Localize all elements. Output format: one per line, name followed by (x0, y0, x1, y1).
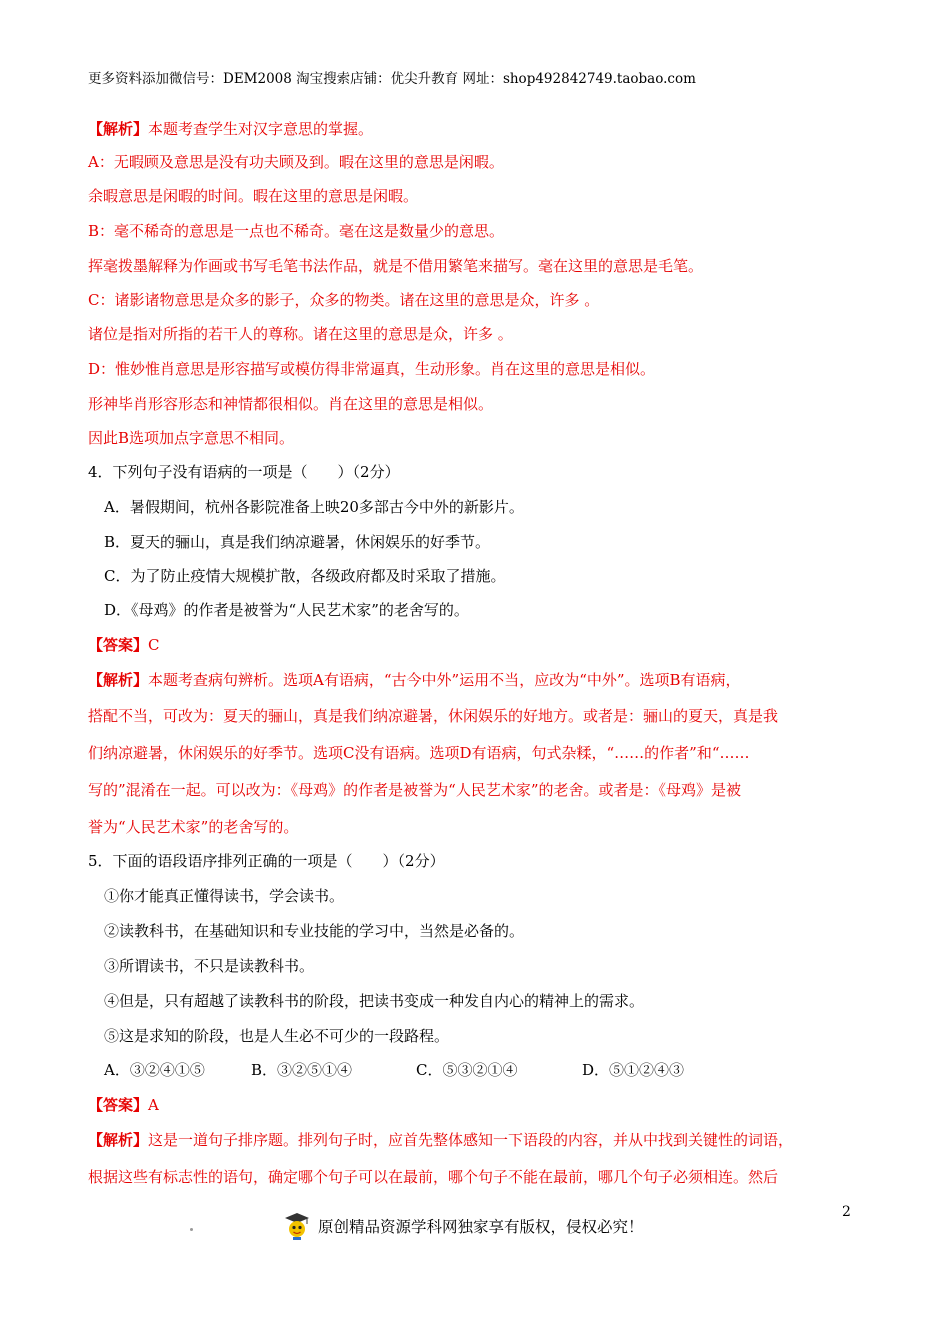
q4-option-c: C．为了防止疫情大规模扩散，各级政府都及时采取了措施。 (104, 567, 506, 585)
q5-option-b: B．③②⑤①④ (251, 1061, 353, 1079)
q5-option-a: A．③②④①⑤ (104, 1061, 205, 1079)
q4-option-b: B．夏天的骊山，真是我们纳凉避暑，休闲娱乐的好季节。 (104, 533, 491, 551)
analysis-label: 【解析】 (88, 120, 149, 138)
q5-analysis-line: 根据这些有标志性的语句，确定哪个句子可以在最前，哪个句子不能在最前，哪几个句子必须相连。然后 (88, 1168, 779, 1186)
q3-analysis-line: 因此B选项加点字意思不相同。 (88, 429, 295, 447)
q4-option-a: A．暑假期间，杭州各影院准备上映20多部古今中外的新影片。 (104, 498, 524, 516)
q3-analysis-line: C：诸影诸物意思是众多的影子，众多的物类。诸在这里的意思是众，许多 。 (88, 291, 600, 309)
decorative-dot (190, 1228, 193, 1231)
analysis-label: 【解析】 (88, 1131, 149, 1149)
q3-analysis-intro: 【解析】本题考查学生对汉字意思的掌握。 (88, 120, 374, 138)
q4-analysis-line: 搭配不当，可改为：夏天的骊山，真是我们纳凉避暑，休闲娱乐的好地方。或者是：骊山的夏天，真是我 (88, 707, 779, 725)
q5-option-d: D．⑤①②④③ (582, 1061, 685, 1079)
analysis-label: 【解析】 (88, 671, 149, 689)
q5-sentence: ②读教科书，在基础知识和专业技能的学习中，当然是必备的。 (104, 922, 525, 940)
page-footer (282, 1211, 644, 1241)
q3-analysis-line: 挥毫拨墨解释为作画或书写毛笔书法作品，就是不借用繁笔来描写。毫在这里的意思是毛笔。 (88, 257, 704, 275)
q5-option-c: C．⑤③②①④ (416, 1061, 518, 1079)
q4-analysis-line: 写的”混淆在一起。可以改为：《母鸡》的作者是被誉为“人民艺术家”的老舍。或者是：《母鸡》是被 (88, 781, 742, 799)
q4-stem: 4．下列句子没有语病的一项是（ ）（2分） (88, 463, 400, 481)
q4-answer: 【答案】C (88, 636, 160, 654)
answer-label: 【答案】 (88, 636, 149, 654)
q3-analysis-line: B：毫不稀奇的意思是一点也不稀奇。毫在这是数量少的意思。 (88, 222, 505, 240)
q4-analysis-line: 【解析】本题考查病句辨析。选项A有语病，“古今中外”运用不当，应改为“中外”。选项B有语病， (88, 671, 741, 689)
q4-analysis-line: 誉为“人民艺术家”的老舍写的。 (88, 818, 299, 836)
graduate-mascot-icon (282, 1211, 312, 1241)
q5-sentence: ④但是，只有超越了读教科书的阶段，把读书变成一种发自内心的精神上的需求。 (104, 992, 645, 1010)
q4-option-d: D．《母鸡》的作者是被誉为“人民艺术家”的老舍写的。 (104, 601, 469, 619)
q5-sentence: ③所谓读书，不只是读教科书。 (104, 957, 315, 975)
page-number: 2 (842, 1204, 851, 1220)
footer-copyright-text: 原创精品资源学科网独家享有版权，侵权必究！ (318, 1218, 644, 1236)
answer-label: 【答案】 (88, 1096, 149, 1114)
q3-analysis-line: 诸位是指对所指的若干人的尊称。诸在这里的意思是众，许多 。 (88, 325, 513, 343)
q5-analysis-line: 【解析】这是一道句子排序题。排列句子时，应首先整体感知一下语段的内容，并从中找到关键性的词语， (88, 1131, 794, 1149)
q5-sentence: ⑤这是求知的阶段，也是人生必不可少的一段路程。 (104, 1027, 450, 1045)
q3-analysis-line: 余暇意思是闲暇的时间。暇在这里的意思是闲暇。 (88, 187, 419, 205)
q5-answer: 【答案】A (88, 1096, 159, 1114)
q5-sentence: ①你才能真正懂得读书，学会读书。 (104, 887, 345, 905)
q5-stem: 5．下面的语段语序排列正确的一项是（ ）（2分） (88, 852, 445, 870)
q3-analysis-line: A：无暇顾及意思是没有功夫顾及到。暇在这里的意思是闲暇。 (88, 153, 504, 171)
q3-analysis-line: D：惟妙惟肖意思是形容描写或模仿得非常逼真，生动形象。肖在这里的意思是相似。 (88, 360, 656, 378)
q4-analysis-line: 们纳凉避暑，休闲娱乐的好季节。选项C没有语病。选项D有语病，句式杂糅，“……的作者”和“…… (88, 744, 750, 762)
page-header: 更多资料添加微信号：DEM2008 淘宝搜索店铺：优尖升教育 网址：shop492842749.taobao.com (88, 71, 696, 87)
q3-analysis-line: 形神毕肖形容形态和神情都很相似。肖在这里的意思是相似。 (88, 395, 494, 413)
